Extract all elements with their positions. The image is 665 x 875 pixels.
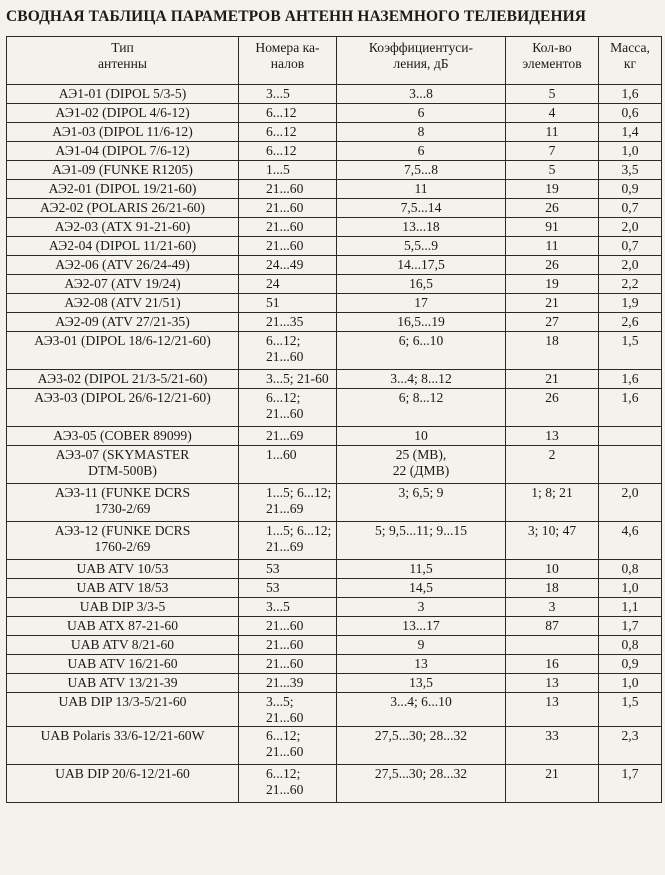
table-row [7, 617, 662, 636]
table-row [7, 674, 662, 693]
mass-cell [599, 446, 662, 484]
mass-cell: 0,9 [599, 655, 662, 674]
mass-cell: 1,4 [599, 123, 662, 142]
mass-cell: 1,7 [599, 765, 662, 803]
elements-cell: 11 [506, 123, 599, 142]
table-row [7, 765, 662, 803]
mass-cell: 1,7 [599, 617, 662, 636]
channels-cell: 51 [239, 294, 337, 313]
channels-cell: 24...49 [239, 256, 337, 275]
mass-cell: 0,7 [599, 237, 662, 256]
table-row [7, 655, 662, 674]
table-row [7, 389, 662, 427]
header-channels: Номера ка- налов [239, 37, 337, 85]
gain-cell: 13...17 [337, 617, 506, 636]
mass-cell: 1,6 [599, 85, 662, 104]
channels-cell: 21...69 [239, 427, 337, 446]
table-row [7, 313, 662, 332]
antenna-type-cell: UAB DIP 3/3-5 [7, 598, 239, 617]
channels-cell: 1...60 [239, 446, 337, 484]
table-row [7, 85, 662, 104]
channels-cell: 21...60 [239, 199, 337, 218]
channels-cell: 21...60 [239, 617, 337, 636]
channels-cell: 21...60 [239, 180, 337, 199]
gain-cell: 7,5...14 [337, 199, 506, 218]
gain-cell: 3...4; 8...12 [337, 370, 506, 389]
elements-cell: 21 [506, 765, 599, 803]
table-row [7, 104, 662, 123]
channels-cell: 53 [239, 579, 337, 598]
antenna-type-cell: UAB ATX 87-21-60 [7, 617, 239, 636]
antenna-type-cell: АЭ2-07 (ATV 19/24) [7, 275, 239, 294]
antenna-type-cell: АЭ2-04 (DIPOL 11/21-60) [7, 237, 239, 256]
gain-cell: 16,5...19 [337, 313, 506, 332]
mass-cell: 2,0 [599, 218, 662, 237]
gain-cell: 7,5...8 [337, 161, 506, 180]
antenna-type-cell: UAB DIP 20/6-12/21-60 [7, 765, 239, 803]
elements-cell: 13 [506, 693, 599, 727]
gain-cell: 6; 6...10 [337, 332, 506, 370]
mass-cell: 0,9 [599, 180, 662, 199]
antenna-type-cell: UAB ATV 13/21-39 [7, 674, 239, 693]
mass-cell: 2,3 [599, 727, 662, 765]
mass-cell: 0,8 [599, 636, 662, 655]
table-row [7, 199, 662, 218]
channels-cell: 21...35 [239, 313, 337, 332]
antenna-type-cell: UAB DIP 13/3-5/21-60 [7, 693, 239, 727]
antenna-type-cell: АЭ2-06 (ATV 26/24-49) [7, 256, 239, 275]
gain-cell: 25 (МВ), 22 (ДМВ) [337, 446, 506, 484]
gain-cell: 14,5 [337, 579, 506, 598]
mass-cell: 1,1 [599, 598, 662, 617]
channels-cell: 21...60 [239, 237, 337, 256]
elements-cell: 33 [506, 727, 599, 765]
mass-cell: 1,0 [599, 142, 662, 161]
channels-cell: 21...60 [239, 636, 337, 655]
channels-cell: 6...12; 21...60 [239, 389, 337, 427]
mass-cell: 0,6 [599, 104, 662, 123]
elements-cell: 13 [506, 674, 599, 693]
channels-cell: 6...12 [239, 123, 337, 142]
antenna-type-cell: АЭ1-04 (DIPOL 7/6-12) [7, 142, 239, 161]
elements-cell: 18 [506, 332, 599, 370]
table-row [7, 598, 662, 617]
elements-cell: 13 [506, 427, 599, 446]
antenna-type-cell: АЭ3-03 (DIPOL 26/6-12/21-60) [7, 389, 239, 427]
antenna-type-cell: АЭ1-09 (FUNKE R1205) [7, 161, 239, 180]
elements-cell: 26 [506, 389, 599, 427]
gain-cell: 16,5 [337, 275, 506, 294]
channels-cell: 21...39 [239, 674, 337, 693]
header-mass: Масса, кг [599, 37, 662, 85]
gain-cell: 6 [337, 142, 506, 161]
table-row [7, 256, 662, 275]
gain-cell: 17 [337, 294, 506, 313]
channels-cell: 21...60 [239, 655, 337, 674]
mass-cell: 0,8 [599, 560, 662, 579]
channels-cell: 21...60 [239, 218, 337, 237]
elements-cell: 26 [506, 256, 599, 275]
header-type: Тип антенны [7, 37, 239, 85]
antenna-type-cell: АЭ2-09 (ATV 27/21-35) [7, 313, 239, 332]
mass-cell: 3,5 [599, 161, 662, 180]
table-body [7, 85, 662, 803]
mass-cell: 1,5 [599, 332, 662, 370]
channels-cell: 1...5; 6...12; 21...69 [239, 484, 337, 522]
elements-cell: 27 [506, 313, 599, 332]
antenna-type-cell: АЭ2-03 (ATX 91-21-60) [7, 218, 239, 237]
elements-cell: 21 [506, 370, 599, 389]
channels-cell: 6...12; 21...60 [239, 727, 337, 765]
elements-cell: 7 [506, 142, 599, 161]
mass-cell: 1,6 [599, 389, 662, 427]
channels-cell: 6...12 [239, 104, 337, 123]
mass-cell: 0,7 [599, 199, 662, 218]
mass-cell: 2,6 [599, 313, 662, 332]
channels-cell: 3...5 [239, 598, 337, 617]
header-elements: Кол-во элементов [506, 37, 599, 85]
antenna-type-cell: АЭ2-01 (DIPOL 19/21-60) [7, 180, 239, 199]
gain-cell: 13 [337, 655, 506, 674]
mass-cell: 2,0 [599, 256, 662, 275]
channels-cell: 3...5; 21...60 [239, 693, 337, 727]
mass-cell [599, 427, 662, 446]
elements-cell: 3 [506, 598, 599, 617]
gain-cell: 8 [337, 123, 506, 142]
gain-cell: 5,5...9 [337, 237, 506, 256]
antenna-type-cell: АЭ3-07 (SKYMASTER DTM-500B) [7, 446, 239, 484]
gain-cell: 3...4; 6...10 [337, 693, 506, 727]
gain-cell: 11,5 [337, 560, 506, 579]
table-row [7, 237, 662, 256]
channels-cell: 24 [239, 275, 337, 294]
elements-cell: 18 [506, 579, 599, 598]
table-row [7, 161, 662, 180]
gain-cell: 6 [337, 104, 506, 123]
antenna-type-cell: АЭ1-02 (DIPOL 4/6-12) [7, 104, 239, 123]
antenna-type-cell: АЭ2-08 (ATV 21/51) [7, 294, 239, 313]
gain-cell: 3...8 [337, 85, 506, 104]
gain-cell: 13...18 [337, 218, 506, 237]
elements-cell: 21 [506, 294, 599, 313]
table-row [7, 294, 662, 313]
elements-cell: 11 [506, 237, 599, 256]
antenna-type-cell: АЭ1-01 (DIPOL 5/3-5) [7, 85, 239, 104]
mass-cell: 2,0 [599, 484, 662, 522]
gain-cell: 5; 9,5...11; 9...15 [337, 522, 506, 560]
elements-cell: 19 [506, 275, 599, 294]
table-row [7, 522, 662, 560]
elements-cell: 19 [506, 180, 599, 199]
channels-cell: 3...5 [239, 85, 337, 104]
header-gain: Коэффициентуси- ления, дБ [337, 37, 506, 85]
elements-cell: 5 [506, 85, 599, 104]
mass-cell: 1,0 [599, 579, 662, 598]
antenna-type-cell: АЭ3-02 (DIPOL 21/3-5/21-60) [7, 370, 239, 389]
mass-cell: 1,6 [599, 370, 662, 389]
table-row [7, 275, 662, 294]
table-row [7, 332, 662, 370]
gain-cell: 27,5...30; 28...32 [337, 727, 506, 765]
elements-cell [506, 636, 599, 655]
mass-cell: 2,2 [599, 275, 662, 294]
antenna-type-cell: АЭ3-12 (FUNKE DCRS 1760-2/69 [7, 522, 239, 560]
gain-cell: 3; 6,5; 9 [337, 484, 506, 522]
table-row [7, 180, 662, 199]
antenna-type-cell: UAB Polaris 33/6-12/21-60W [7, 727, 239, 765]
elements-cell: 26 [506, 199, 599, 218]
gain-cell: 11 [337, 180, 506, 199]
table-row [7, 427, 662, 446]
table-header-row [7, 37, 662, 85]
antenna-type-cell: АЭ2-02 (POLARIS 26/21-60) [7, 199, 239, 218]
antenna-type-cell: UAB ATV 10/53 [7, 560, 239, 579]
gain-cell: 27,5...30; 28...32 [337, 765, 506, 803]
gain-cell: 13,5 [337, 674, 506, 693]
table-row [7, 142, 662, 161]
antenna-type-cell: UAB ATV 8/21-60 [7, 636, 239, 655]
elements-cell: 4 [506, 104, 599, 123]
antenna-parameters-table [6, 36, 662, 803]
gain-cell: 6; 8...12 [337, 389, 506, 427]
table-row [7, 560, 662, 579]
gain-cell: 3 [337, 598, 506, 617]
table-row [7, 218, 662, 237]
mass-cell: 1,9 [599, 294, 662, 313]
antenna-type-cell: АЭ3-05 (COBER 89099) [7, 427, 239, 446]
page-title: СВОДНАЯ ТАБЛИЦА ПАРАМЕТРОВ АНТЕНН НАЗЕМНОГО ТЕЛЕВИДЕНИЯ [6, 8, 587, 25]
table-row [7, 636, 662, 655]
table-row [7, 579, 662, 598]
elements-cell: 87 [506, 617, 599, 636]
antenna-type-cell: UAB ATV 16/21-60 [7, 655, 239, 674]
channels-cell: 6...12; 21...60 [239, 332, 337, 370]
channels-cell: 6...12; 21...60 [239, 765, 337, 803]
elements-cell: 3; 10; 47 [506, 522, 599, 560]
gain-cell: 9 [337, 636, 506, 655]
elements-cell: 10 [506, 560, 599, 579]
elements-cell: 5 [506, 161, 599, 180]
channels-cell: 1...5; 6...12; 21...69 [239, 522, 337, 560]
antenna-type-cell: АЭ1-03 (DIPOL 11/6-12) [7, 123, 239, 142]
table-row [7, 484, 662, 522]
mass-cell: 1,0 [599, 674, 662, 693]
channels-cell: 53 [239, 560, 337, 579]
elements-cell: 1; 8; 21 [506, 484, 599, 522]
table-row [7, 123, 662, 142]
mass-cell: 4,6 [599, 522, 662, 560]
table-row [7, 727, 662, 765]
channels-cell: 3...5; 21-60 [239, 370, 337, 389]
table-row [7, 370, 662, 389]
gain-cell: 10 [337, 427, 506, 446]
elements-cell: 2 [506, 446, 599, 484]
table-row [7, 446, 662, 484]
antenna-type-cell: АЭ3-01 (DIPOL 18/6-12/21-60) [7, 332, 239, 370]
channels-cell: 1...5 [239, 161, 337, 180]
elements-cell: 91 [506, 218, 599, 237]
mass-cell: 1,5 [599, 693, 662, 727]
table-row [7, 693, 662, 727]
channels-cell: 6...12 [239, 142, 337, 161]
gain-cell: 14...17,5 [337, 256, 506, 275]
elements-cell: 16 [506, 655, 599, 674]
antenna-type-cell: АЭ3-11 (FUNKE DCRS 1730-2/69 [7, 484, 239, 522]
antenna-type-cell: UAB ATV 18/53 [7, 579, 239, 598]
